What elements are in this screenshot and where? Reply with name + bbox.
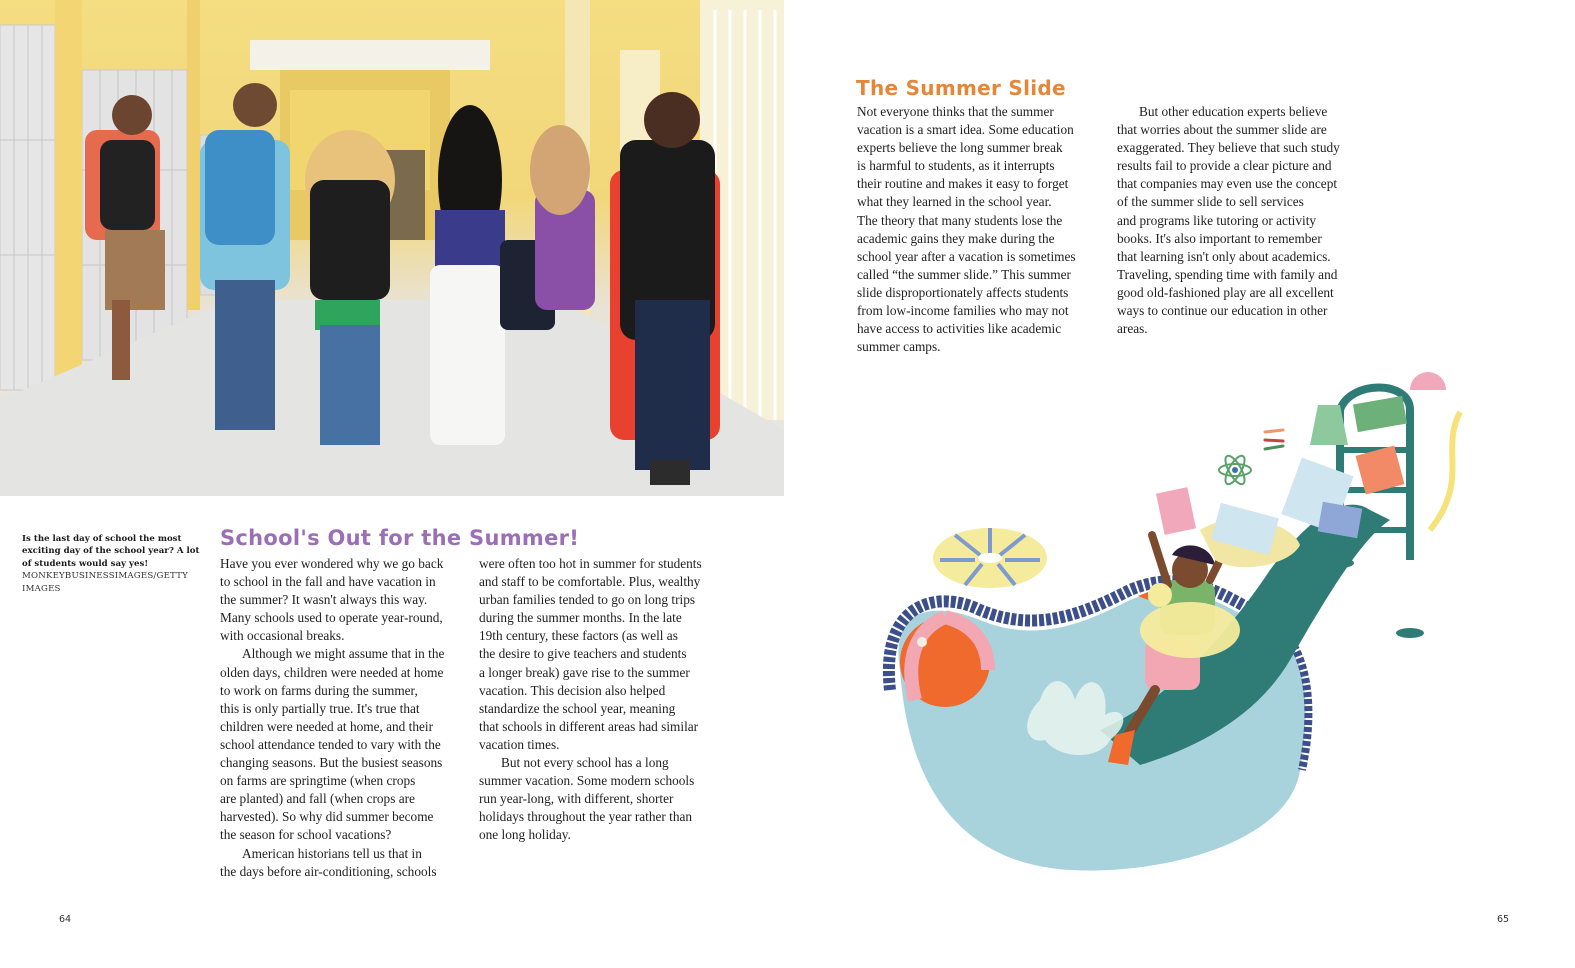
text-line: what they learned in the school year. [857, 194, 1052, 210]
beach-ball-icon [900, 617, 990, 707]
page-number-right: 65 [1497, 914, 1510, 925]
text-line: with occasional breaks. [220, 628, 345, 644]
text-line: that learning isn't only about academics. [1117, 248, 1331, 264]
text-line: the summer? It wasn't always this way. [220, 592, 428, 608]
right-article-column-2 [1117, 103, 1357, 338]
text-line: of the summer slide to sell services [1117, 194, 1304, 210]
text-line: urban families tended to go on long trips [479, 592, 696, 608]
text-line: experts believe the long summer break [857, 140, 1063, 156]
text-line: during the summer months. In the late [479, 610, 682, 626]
text-line: vacation is a smart idea. Some education [857, 122, 1074, 138]
right-article-column-1 [857, 103, 1087, 356]
crayons-icon [1265, 430, 1283, 449]
text-line: school attendance tended to vary with the [220, 736, 441, 752]
text-line: exaggerated. They believe that such study [1117, 140, 1340, 156]
photo-caption [22, 533, 202, 595]
text-line: slide disproportionately affects students [857, 284, 1069, 300]
text-line: holidays throughout the year rather than [479, 809, 693, 825]
text-line: their routine and makes it easy to forget [857, 176, 1069, 192]
left-article-heading: School's Out for the Summer! [220, 526, 580, 550]
text-line: from low-income families who may not [857, 303, 1069, 319]
text-line: one long holiday. [479, 827, 571, 843]
text-line: Have you ever wondered why we go back [220, 556, 444, 571]
text-line: Traveling, spending time with family and [1117, 266, 1338, 282]
left-article-column-2 [479, 555, 719, 845]
text-line: this is only partially true. It's true that [220, 700, 420, 716]
text-line: have access to activities like academic [857, 321, 1062, 337]
text-line: Many schools used to operate year-round, [220, 610, 443, 626]
text-line: 19th century, these factors (as well as [479, 628, 678, 644]
text-line: to school in the fall and have vacation in [220, 574, 436, 590]
text-line: is harmful to students, as it interrupts [857, 158, 1055, 174]
text-line: a longer break) gave rise to the summer [479, 664, 690, 680]
text-line: changing seasons. But the busiest seasons [220, 755, 443, 771]
text-line: American historians tell us that in [242, 845, 422, 861]
text-line: areas. [1117, 321, 1148, 337]
text-line: ways to continue our education in other [1117, 303, 1328, 319]
text-line: harvested). So why did summer become [220, 809, 434, 825]
text-line: vacation times. [479, 736, 560, 752]
page-number-left: 64 [59, 914, 72, 925]
text-line: to work on farms during the summer, [220, 682, 418, 698]
text-line: called “the summer slide.” This summer [857, 266, 1071, 282]
text-line: But not every school has a long [501, 755, 669, 771]
text-line: and staff to be comfortable. Plus, wealthy [479, 574, 701, 590]
text-line: on farms are springtime (when crops [220, 773, 416, 789]
text-line: good old-fashioned play are all excellent [1117, 284, 1334, 300]
text-line: vacation. This decision also helped [479, 682, 666, 698]
text-line: school year after a vacation is sometimes [857, 248, 1076, 264]
text-line: and programs like tutoring or activity [1117, 212, 1317, 228]
text-line: that companies may even use the concept [1117, 176, 1338, 192]
left-article-column-1 [220, 555, 460, 881]
text-line: the days before air-conditioning, schools [220, 863, 437, 879]
measuring-tape-icon [1430, 412, 1460, 530]
text-line: the season for school vacations? [220, 827, 392, 843]
right-article-heading: The Summer Slide [856, 76, 1066, 100]
text-line: results fail to provide a clear picture and [1117, 158, 1332, 174]
text-line: The theory that many students lose the [857, 212, 1063, 228]
text-line: Not everyone thinks that the summer [857, 104, 1054, 119]
text-line: summer vacation. Some modern schools [479, 773, 695, 789]
text-line: children were needed at home, and their [220, 718, 434, 734]
text-line: standardize the school year, meaning [479, 700, 676, 716]
photo-credit-line-2: IMAGES [22, 583, 61, 594]
text-line: Although we might assume that in the [242, 646, 445, 662]
green-book-icon [1353, 396, 1407, 432]
text-line: run year-long, with different, shorter [479, 791, 674, 807]
text-line: books. It's also important to remember [1117, 230, 1322, 246]
atom-icon [1219, 453, 1251, 487]
text-line: that worries about the summer slide are [1117, 122, 1327, 138]
text-line: summer camps. [857, 339, 941, 355]
photo-credit-line-1: MONKEYBUSINESSIMAGES/GETTY [22, 571, 188, 582]
text-line: But other education experts believe [1139, 104, 1328, 119]
text-line: that schools in different areas had similar [479, 718, 699, 734]
text-line: the desire to give teachers and students [479, 646, 687, 662]
pool-slide-drawing [870, 370, 1490, 890]
text-line: are planted) and fall (when crops are [220, 791, 415, 807]
text-line: olden days, children were needed at home [220, 664, 444, 680]
text-line: were often too hot in summer for students [479, 556, 702, 571]
pink-notebook-icon [1156, 487, 1196, 535]
swim-ring-icon [933, 528, 1047, 588]
text-line: academic gains they make during the [857, 230, 1055, 246]
hallway-photo [0, 0, 784, 496]
protractor-icon [1410, 372, 1446, 390]
students-running-image [0, 0, 784, 496]
summer-slide-illustration [870, 370, 1490, 890]
caption-text: Is the last day of school the most exciting day of the school year? A lot of students would say yes! [22, 534, 200, 569]
